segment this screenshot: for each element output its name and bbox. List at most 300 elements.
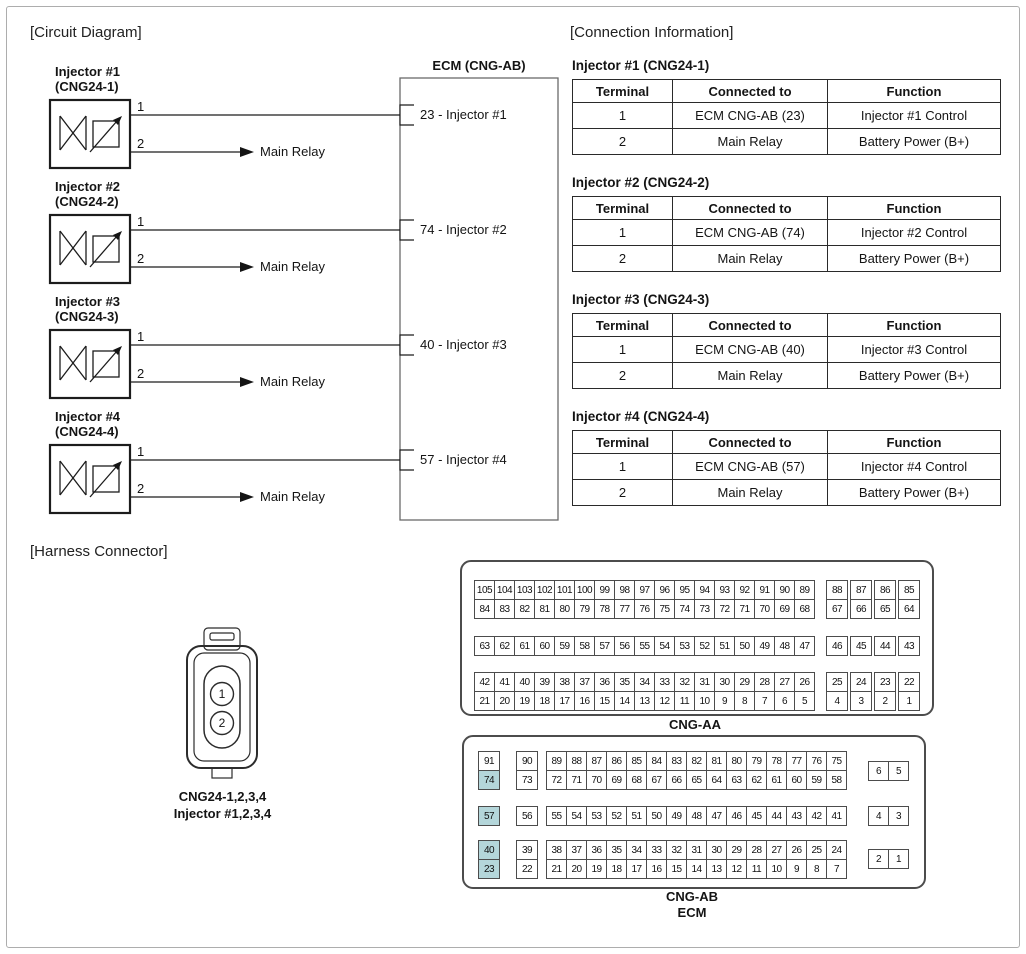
pin-84: 84 [474,599,495,619]
pin-77: 77 [614,599,635,619]
pin-11: 11 [674,691,695,711]
pin-63: 63 [726,770,747,790]
pin-64: 64 [706,770,727,790]
injector-3-symbol-icon [60,346,122,382]
ecm-pin-40-label: 40 - Injector #3 [420,337,507,352]
pin-83: 83 [494,599,515,619]
pin-7: 7 [754,691,775,711]
pin-87: 87 [586,751,607,771]
relay-arrow-icon [240,377,254,387]
pin-6: 6 [868,761,889,781]
table-cell: Main Relay [673,363,828,389]
pin-48: 48 [774,636,795,656]
column-header-terminal: Terminal [573,314,673,337]
pin-3: 3 [888,806,909,826]
injector-2-symbol-icon [60,231,122,267]
pin-20: 20 [566,859,587,879]
table-cell: Injector #1 Control [828,103,1001,129]
pin-9: 9 [714,691,735,711]
pin-65: 65 [874,599,896,619]
pin-7: 7 [826,859,847,879]
pin-40: 40 [478,840,500,860]
pin-84: 84 [646,751,667,771]
injector-2-main-relay-label: Main Relay [260,259,326,274]
pin-17: 17 [554,691,575,711]
pin-53: 53 [586,806,607,826]
pin-57: 57 [478,806,500,826]
injector-4-main-relay-label: Main Relay [260,489,326,504]
pin-89: 89 [546,751,567,771]
pin-96: 96 [654,580,675,600]
column-header-terminal: Terminal [573,197,673,220]
connection-table-title: Injector #1 (CNG24-1) [572,58,710,73]
pin-74: 74 [478,770,500,790]
pin-51: 51 [714,636,735,656]
injector-1-connector-name: (CNG24-1) [55,79,119,94]
pin-1: 1 [898,691,920,711]
cng-ab-label [462,889,922,921]
table-cell: Injector #2 Control [828,220,1001,246]
pin-37: 37 [574,672,595,692]
table-cell: 2 [573,363,673,389]
pin-76: 76 [634,599,655,619]
column-header-terminal: Terminal [573,431,673,454]
cng-aa-connector-grid [460,560,934,716]
pin-58: 58 [826,770,847,790]
pin-8: 8 [734,691,755,711]
ecm-pin-40-bracket [400,335,414,355]
pin-28: 28 [746,840,767,860]
table-cell: 2 [573,480,673,506]
pin-75: 75 [826,751,847,771]
table-cell: ECM CNG-AB (74) [673,220,828,246]
connection-table [572,430,1001,506]
plug-inner-shell [194,653,250,761]
pin-69: 69 [774,599,795,619]
pin-54: 54 [566,806,587,826]
connection-table-block [572,58,986,155]
relay-arrow-icon [240,262,254,272]
column-header-function: Function [828,80,1001,103]
injector-3-group [50,294,507,398]
table-cell: 2 [573,129,673,155]
pin-67: 67 [826,599,848,619]
pin-21: 21 [546,859,567,879]
pin-34: 34 [626,840,647,860]
pin-42: 42 [806,806,827,826]
pin-66: 66 [850,599,872,619]
column-header-function: Function [828,314,1001,337]
pin-33: 33 [654,672,675,692]
pin-22: 22 [898,672,920,692]
pin-19: 19 [514,691,535,711]
injector-3-pin2-number: 2 [137,366,145,381]
pin-83: 83 [666,751,687,771]
pin-14: 14 [686,859,707,879]
injector-3-main-relay-label: Main Relay [260,374,326,389]
injector-3-symbol-box [50,330,130,398]
pin-2: 2 [874,691,896,711]
pin-59: 59 [806,770,827,790]
pin-19: 19 [586,859,607,879]
ecm-pin-23-bracket [400,105,414,125]
pin-16: 16 [646,859,667,879]
pin-103: 103 [514,580,535,600]
pin-100: 100 [574,580,595,600]
pin-89: 89 [794,580,815,600]
plug-label-line2: Injector #1,2,3,4 [173,806,272,821]
injector-2-connector-name: (CNG24-2) [55,194,119,209]
pin-41: 41 [494,672,515,692]
pin-85: 85 [626,751,647,771]
pin-43: 43 [898,636,920,656]
pin-71: 71 [566,770,587,790]
pin-73: 73 [694,599,715,619]
pin-102: 102 [534,580,555,600]
cng-ab-connector-grid [462,735,926,889]
pin-52: 52 [694,636,715,656]
table-cell: Battery Power (B+) [828,129,1001,155]
pin-39: 39 [534,672,555,692]
pin-24: 24 [826,840,847,860]
column-header-connected-to: Connected to [673,197,828,220]
pin-26: 26 [794,672,815,692]
injector-4-pin2-number: 2 [137,481,145,496]
pin-12: 12 [654,691,675,711]
pin-29: 29 [726,840,747,860]
pin-31: 31 [686,840,707,860]
pin-93: 93 [714,580,735,600]
injector-4-name: Injector #4 [55,409,121,424]
pin-48: 48 [686,806,707,826]
column-header-connected-to: Connected to [673,431,828,454]
pin-50: 50 [646,806,667,826]
pin-49: 49 [754,636,775,656]
pin-11: 11 [746,859,767,879]
cng-ab-label-line1: CNG-AB [666,889,718,904]
injector-1-pin1-number: 1 [137,99,145,114]
pin-30: 30 [714,672,735,692]
plug-pin-1-number: 1 [218,687,226,701]
pin-1: 1 [888,849,909,869]
pin-65: 65 [686,770,707,790]
pin-43: 43 [786,806,807,826]
pin-45: 45 [850,636,872,656]
pin-44: 44 [766,806,787,826]
plug-label-line1: CNG24-1,2,3,4 [178,789,267,804]
pin-34: 34 [634,672,655,692]
pin-57: 57 [594,636,615,656]
injector-3-pin1-number: 1 [137,329,145,344]
column-header-terminal: Terminal [573,80,673,103]
plug-label [130,788,315,822]
injector-3-name: Injector #3 [55,294,121,309]
pin-69: 69 [606,770,627,790]
injector-4-pin1-number: 1 [137,444,145,459]
table-cell: Battery Power (B+) [828,480,1001,506]
harness-connector-section-title: [Harness Connector] [30,543,168,560]
table-cell: ECM CNG-AB (23) [673,103,828,129]
pin-99: 99 [594,580,615,600]
table-cell: Main Relay [673,480,828,506]
pin-101: 101 [554,580,575,600]
pin-33: 33 [646,840,667,860]
plug-outer-shell [187,646,257,768]
pin-76: 76 [806,751,827,771]
pin-94: 94 [694,580,715,600]
pin-81: 81 [534,599,555,619]
pin-47: 47 [794,636,815,656]
table-cell: Battery Power (B+) [828,363,1001,389]
pin-70: 70 [754,599,775,619]
pin-35: 35 [606,840,627,860]
table-cell: Main Relay [673,246,828,272]
injector-1-symbol-icon [60,116,122,152]
pin-58: 58 [574,636,595,656]
ecm-pin-23-label: 23 - Injector #1 [420,107,507,122]
pin-81: 81 [706,751,727,771]
pin-53: 53 [674,636,695,656]
table-cell: ECM CNG-AB (57) [673,454,828,480]
plug-foot [212,768,232,778]
pin-72: 72 [714,599,735,619]
pin-49: 49 [666,806,687,826]
pin-104: 104 [494,580,515,600]
pin-32: 32 [674,672,695,692]
pin-18: 18 [606,859,627,879]
column-header-connected-to: Connected to [673,314,828,337]
ecm-pin-74-bracket [400,220,414,240]
pin-28: 28 [754,672,775,692]
pin-30: 30 [706,840,727,860]
injector-4-symbol-box [50,445,130,513]
pin-10: 10 [766,859,787,879]
pin-10: 10 [694,691,715,711]
injector-1-main-relay-label: Main Relay [260,144,326,159]
pin-32: 32 [666,840,687,860]
relay-arrow-icon [240,492,254,502]
plug-latch-detail [210,633,234,640]
pin-79: 79 [574,599,595,619]
injector-1-group [50,64,507,168]
pin-86: 86 [874,580,896,600]
pin-92: 92 [734,580,755,600]
table-cell: 1 [573,103,673,129]
pin-13: 13 [706,859,727,879]
relay-arrow-icon [240,147,254,157]
pin-50: 50 [734,636,755,656]
pin-66: 66 [666,770,687,790]
pin-82: 82 [514,599,535,619]
pin-91: 91 [478,751,500,771]
pin-5: 5 [794,691,815,711]
connection-table-block [572,175,986,272]
connection-table [572,196,1001,272]
injector-1-pin2-number: 2 [137,136,145,151]
pin-18: 18 [534,691,555,711]
pin-71: 71 [734,599,755,619]
pin-97: 97 [634,580,655,600]
pin-9: 9 [786,859,807,879]
column-header-function: Function [828,431,1001,454]
pin-90: 90 [516,751,538,771]
pin-68: 68 [794,599,815,619]
table-cell: Battery Power (B+) [828,246,1001,272]
connection-table-title: Injector #3 (CNG24-3) [572,292,710,307]
pin-72: 72 [546,770,567,790]
pin-4: 4 [826,691,848,711]
ecm-title: ECM (CNG-AB) [432,58,526,73]
pin-2: 2 [868,849,889,869]
pin-54: 54 [654,636,675,656]
pin-60: 60 [786,770,807,790]
pin-5: 5 [888,761,909,781]
pin-56: 56 [614,636,635,656]
pin-79: 79 [746,751,767,771]
pin-21: 21 [474,691,495,711]
injector-1-name: Injector #1 [55,64,121,79]
ecm-pin-74-label: 74 - Injector #2 [420,222,507,237]
connection-tables [572,58,986,526]
injector-2-pin1-number: 1 [137,214,145,229]
pin-60: 60 [534,636,555,656]
pin-46: 46 [826,636,848,656]
connection-information-section-title: [Connection Information] [570,24,734,41]
pin-24: 24 [850,672,872,692]
pin-61: 61 [766,770,787,790]
pin-23: 23 [874,672,896,692]
pin-17: 17 [626,859,647,879]
pin-87: 87 [850,580,872,600]
pin-62: 62 [746,770,767,790]
pin-68: 68 [626,770,647,790]
pin-64: 64 [898,599,920,619]
pin-15: 15 [666,859,687,879]
pin-14: 14 [614,691,635,711]
pin-20: 20 [494,691,515,711]
pin-86: 86 [606,751,627,771]
pin-78: 78 [766,751,787,771]
harness-plug-drawing [165,620,280,788]
table-cell: 2 [573,246,673,272]
pin-95: 95 [674,580,695,600]
pin-82: 82 [686,751,707,771]
connection-table [572,313,1001,389]
injector-4-group [50,409,507,513]
pin-15: 15 [594,691,615,711]
pin-44: 44 [874,636,896,656]
pin-73: 73 [516,770,538,790]
pin-27: 27 [766,840,787,860]
pin-27: 27 [774,672,795,692]
injector-1-symbol-box [50,100,130,168]
plug-pin-2-number: 2 [218,716,226,730]
connection-table [572,79,1001,155]
pin-35: 35 [614,672,635,692]
pin-29: 29 [734,672,755,692]
pin-26: 26 [786,840,807,860]
pin-51: 51 [626,806,647,826]
circuit-diagram [0,50,565,530]
pin-36: 36 [586,840,607,860]
table-cell: Injector #4 Control [828,454,1001,480]
cng-ab-label-line2: ECM [677,905,707,920]
pin-55: 55 [546,806,567,826]
table-cell: 1 [573,454,673,480]
injector-2-symbol-box [50,215,130,283]
pin-62: 62 [494,636,515,656]
table-cell: Injector #3 Control [828,337,1001,363]
pin-25: 25 [806,840,827,860]
ecm-pin-57-label: 57 - Injector #4 [420,452,507,467]
pin-67: 67 [646,770,667,790]
pin-90: 90 [774,580,795,600]
pin-70: 70 [586,770,607,790]
pin-75: 75 [654,599,675,619]
pin-38: 38 [554,672,575,692]
pin-41: 41 [826,806,847,826]
cng-aa-label: CNG-AA [669,717,721,732]
pin-98: 98 [614,580,635,600]
pin-56: 56 [516,806,538,826]
pin-38: 38 [546,840,567,860]
pin-39: 39 [516,840,538,860]
pin-8: 8 [806,859,827,879]
injector-3-connector-name: (CNG24-3) [55,309,119,324]
pin-22: 22 [516,859,538,879]
pin-105: 105 [474,580,495,600]
pin-45: 45 [746,806,767,826]
pin-12: 12 [726,859,747,879]
pin-85: 85 [898,580,920,600]
pin-88: 88 [826,580,848,600]
injector-4-connector-name: (CNG24-4) [55,424,119,439]
connection-table-block [572,409,986,506]
pin-46: 46 [726,806,747,826]
table-cell: Main Relay [673,129,828,155]
pin-42: 42 [474,672,495,692]
pin-80: 80 [554,599,575,619]
connection-table-title: Injector #2 (CNG24-2) [572,175,710,190]
circuit-diagram-section-title: [Circuit Diagram] [30,24,142,41]
column-header-function: Function [828,197,1001,220]
table-cell: 1 [573,337,673,363]
pin-36: 36 [594,672,615,692]
pin-91: 91 [754,580,775,600]
pin-25: 25 [826,672,848,692]
pin-6: 6 [774,691,795,711]
injector-2-name: Injector #2 [55,179,121,194]
pin-80: 80 [726,751,747,771]
pin-16: 16 [574,691,595,711]
plug-cavity [204,666,240,748]
pin-63: 63 [474,636,495,656]
pin-37: 37 [566,840,587,860]
pin-78: 78 [594,599,615,619]
injector-2-group [50,179,507,283]
column-header-connected-to: Connected to [673,80,828,103]
pin-88: 88 [566,751,587,771]
pin-23: 23 [478,859,500,879]
pin-4: 4 [868,806,889,826]
pin-13: 13 [634,691,655,711]
pin-55: 55 [634,636,655,656]
pin-61: 61 [514,636,535,656]
connection-table-block [572,292,986,389]
pin-74: 74 [674,599,695,619]
pin-77: 77 [786,751,807,771]
pin-31: 31 [694,672,715,692]
